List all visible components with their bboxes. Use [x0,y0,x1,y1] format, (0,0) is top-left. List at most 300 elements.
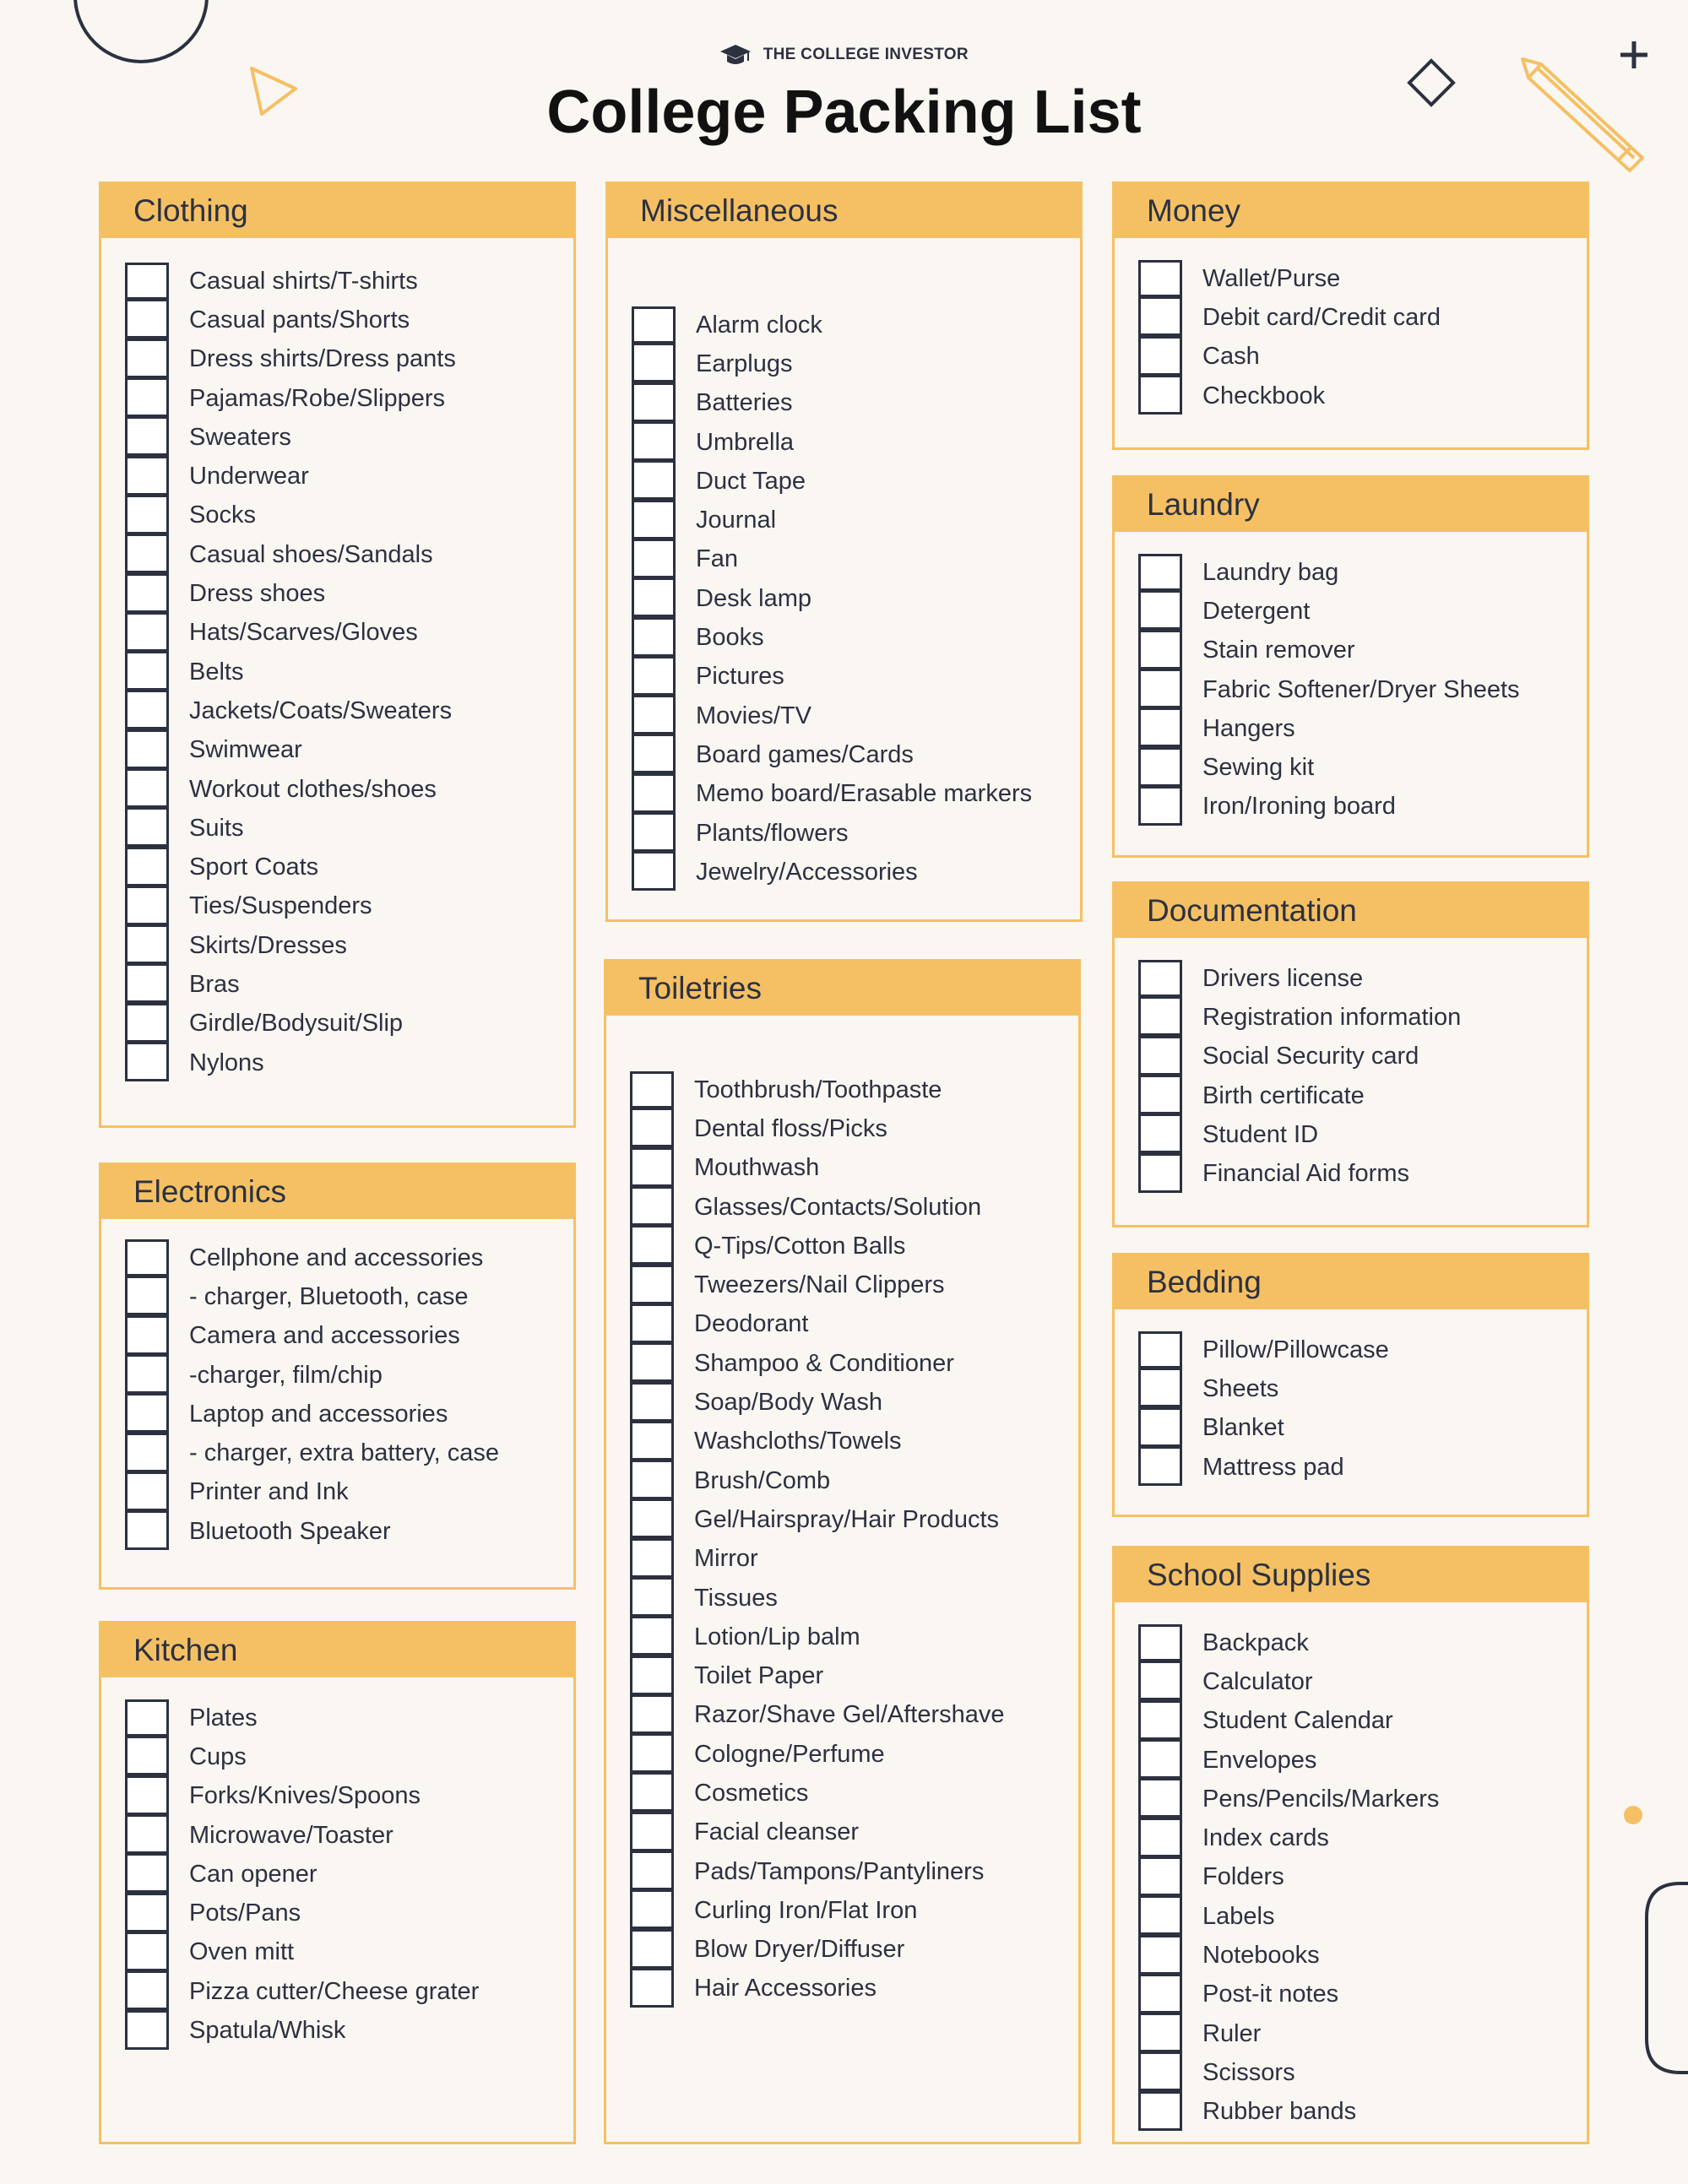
checkbox[interactable] [1138,336,1182,376]
brand-logo [0,44,1688,66]
checklist-item [1115,1409,1587,1448]
item-label: Ruler [1202,2019,1262,2047]
section-title: Toiletries [606,962,1078,1016]
item-label: Socks [189,501,256,529]
checkbox[interactable] [632,773,676,813]
checkbox[interactable] [1138,1331,1182,1368]
checklist-item [1115,259,1587,298]
checklist [1115,938,1587,1194]
section-miscellaneous [605,182,1083,922]
checkbox[interactable] [630,1772,674,1812]
checkbox[interactable] [632,539,676,578]
checklist-item [606,1774,1078,1813]
checkbox[interactable] [125,729,169,769]
checkbox[interactable] [630,1577,674,1617]
checklist-item [101,1238,573,1277]
checkbox[interactable] [630,1071,674,1108]
checklist-item [101,535,573,574]
checklist-item [101,1933,573,1972]
checkbox[interactable] [630,1303,674,1343]
checklist-item [101,770,573,809]
section-toiletries [604,959,1081,2144]
graduation-cap-icon [719,44,752,66]
checklist-item [606,1188,1078,1227]
checklist-item [101,809,573,848]
checkbox[interactable] [125,1814,169,1854]
item-label: Plates [189,1704,258,1731]
checkbox[interactable] [125,1354,169,1394]
checklist-item [101,379,573,418]
checklist-item [101,691,573,730]
checkbox[interactable] [1138,1700,1182,1740]
checklist-item [101,1473,573,1512]
item-label: Desk lamp [696,584,811,612]
checkbox[interactable] [1138,375,1182,415]
checkbox[interactable] [630,1694,674,1734]
checkbox[interactable] [1138,2013,1182,2052]
checkbox[interactable] [630,1186,674,1226]
checkbox[interactable] [1138,1818,1182,1857]
checkbox[interactable] [125,1315,169,1355]
item-label: Hats/Scarves/Gloves [189,619,418,647]
checklist-item [608,501,1080,539]
section-title: School Supplies [1115,1548,1587,1602]
checklist [101,1219,573,1551]
item-label: Checkbook [1202,382,1326,409]
item-label: Deodorant [694,1310,809,1338]
checkbox[interactable] [1138,260,1182,297]
section-kitchen [99,1621,576,2144]
checklist-item [608,423,1080,462]
checkbox[interactable] [1138,1446,1182,1486]
checkbox[interactable] [1138,1075,1182,1114]
item-label: Toilet Paper [694,1662,824,1690]
item-label: Brush/Comb [694,1466,831,1494]
checklist-item [1115,2053,1587,2092]
item-label: Spatula/Whisk [189,2017,346,2045]
checkbox[interactable] [125,807,169,847]
section-clothing [99,182,576,1128]
checklist-item [1115,1115,1587,1154]
checkbox[interactable] [125,1276,169,1315]
checkbox[interactable] [125,651,169,691]
checkbox[interactable] [125,612,169,652]
item-label: - charger, Bluetooth, case [189,1282,469,1310]
item-label: Calculator [1202,1667,1313,1695]
item-label: Suits [189,814,244,842]
checkbox[interactable] [125,1471,169,1511]
item-label: Shampoo & Conditioner [694,1349,954,1377]
checklist-item [608,775,1080,814]
checklist-item [608,540,1080,579]
item-label: Board games/Cards [696,740,914,768]
checkbox[interactable] [125,495,169,534]
checklist [608,238,1080,891]
item-label: Fabric Softener/Dryer Sheets [1202,675,1520,703]
checklist-item [606,1265,1078,1304]
item-label: Student ID [1202,1120,1319,1148]
checklist-item [608,306,1080,344]
section-electronics [99,1162,576,1590]
checklist-item [1115,1897,1587,1936]
checkbox[interactable] [630,1851,674,1890]
checkbox[interactable] [1138,786,1182,826]
item-label: Jewelry/Accessories [696,858,918,886]
checklist-item [606,1070,1078,1109]
checkbox[interactable] [1138,1778,1182,1818]
item-label: Pictures [696,663,784,691]
section-money [1112,182,1589,450]
item-label: Pots/Pans [189,1899,301,1927]
checkbox[interactable] [125,847,169,886]
checklist-item [1115,1702,1587,1741]
item-label: Journal [696,507,777,534]
checklist-item [1115,1369,1587,1408]
section-bedding [1112,1253,1589,1517]
checklist-item [608,344,1080,383]
checkbox[interactable] [1138,2091,1182,2131]
checklist-item [606,1383,1078,1422]
checkbox[interactable] [125,1510,169,1550]
checklist-item [101,1699,573,1737]
item-label: Camera and accessories [189,1322,460,1350]
item-label: Lotion/Lip balm [694,1623,860,1650]
checkbox[interactable] [630,1342,674,1382]
item-label: Glasses/Contacts/Solution [694,1193,982,1221]
checklist-item [1115,959,1587,998]
checkbox[interactable] [630,1656,674,1695]
checkbox[interactable] [630,1616,674,1656]
checkbox[interactable] [632,460,676,500]
checkbox[interactable] [1138,1624,1182,1661]
checkbox[interactable] [1138,1895,1182,1935]
checkbox[interactable] [125,1853,169,1893]
item-label: Swimwear [189,736,302,764]
checklist-item [101,1395,573,1433]
item-label: Dental floss/Picks [694,1114,887,1142]
item-label: Blow Dryer/Diffuser [694,1936,905,1964]
brand-name: THE COLLEGE INVESTOR [763,46,969,63]
item-label: Index cards [1202,1824,1329,1852]
checklist-item [606,1696,1078,1735]
checklist-item [606,1852,1078,1891]
checkbox[interactable] [125,573,169,613]
checklist-item [606,1656,1078,1695]
checkbox[interactable] [1138,590,1182,630]
item-label: Notebooks [1202,1942,1320,1970]
checkbox[interactable] [1138,1661,1182,1700]
checklist-item [1115,1780,1587,1818]
checklist-item [606,1735,1078,1774]
item-label: Cosmetics [694,1779,809,1807]
checklist-item [606,1970,1078,2008]
checklist-item [1115,2093,1587,2132]
checklist-item [101,926,573,965]
item-label: Dress shirts/Dress pants [189,345,456,373]
checklist [101,1677,573,2051]
checkbox[interactable] [1138,1935,1182,1975]
checkbox[interactable] [632,695,676,734]
checklist-item [1115,298,1587,337]
item-label: Social Security card [1202,1043,1419,1070]
checklist-item [606,1500,1078,1539]
checkbox[interactable] [1138,1114,1182,1153]
item-label: Sheets [1202,1374,1279,1402]
checkbox[interactable] [630,1498,674,1538]
item-label: Forks/Knives/Spoons [189,1782,421,1810]
checklist-item [101,1005,573,1043]
item-label: Books [696,624,764,652]
section-title: Kitchen [101,1623,573,1677]
checkbox[interactable] [630,1225,674,1265]
checkbox[interactable] [125,534,169,573]
checkbox[interactable] [632,382,676,422]
checkbox[interactable] [630,1265,674,1304]
checkbox[interactable] [630,1968,674,2008]
item-label: Casual shirts/T-shirts [189,267,418,295]
checkbox[interactable] [125,263,169,300]
checklist-item [606,1227,1078,1265]
checklist-item [1115,1858,1587,1897]
checklist-item [101,418,573,457]
checklist-item [1115,631,1587,670]
item-label: Detergent [1202,597,1311,625]
checkbox[interactable] [125,1393,169,1433]
checkbox[interactable] [1138,296,1182,336]
checkbox[interactable] [125,1239,169,1276]
item-label: Sport Coats [189,854,319,881]
item-label: Bras [189,970,240,998]
item-label: Underwear [189,463,309,490]
item-label: Facial cleanser [694,1818,860,1846]
item-label: Mouthwash [694,1154,820,1182]
item-label: Dress shoes [189,580,326,608]
item-label: Hangers [1202,714,1295,742]
item-label: - charger, extra battery, case [189,1439,499,1467]
item-label: Can opener [189,1860,318,1888]
checklist-item [1115,2014,1587,2053]
item-label: Skirts/Dresses [189,931,347,959]
checkbox[interactable] [630,1812,674,1851]
section-title: Bedding [1115,1255,1587,1309]
checkbox[interactable] [125,416,169,456]
checkbox[interactable] [125,1775,169,1815]
checklist-item [608,618,1080,657]
item-label: Iron/Ironing board [1202,793,1396,821]
section-title: Clothing [101,184,573,238]
item-label: -charger, film/chip [189,1361,383,1389]
checkbox[interactable] [630,1538,674,1578]
item-label: Workout clothes/shoes [189,775,437,803]
checkbox[interactable] [630,1421,674,1461]
item-label: Jackets/Coats/Sweaters [189,696,453,724]
checklist-item [1115,553,1587,592]
checkbox[interactable] [125,299,169,339]
item-label: Cash [1202,343,1260,371]
checkbox[interactable] [630,1108,674,1147]
item-label: Drivers license [1202,964,1364,992]
checklist-item [1115,998,1587,1037]
checklist-item [1115,748,1587,787]
item-label: Plants/flowers [696,819,849,847]
checkbox[interactable] [125,1699,169,1737]
checkbox[interactable] [1138,747,1182,787]
checklist-item [101,848,573,886]
checkbox[interactable] [125,886,169,925]
checklist-item [101,1816,573,1855]
checkbox[interactable] [125,2010,169,2050]
checklist-item [1115,1076,1587,1115]
item-label: Mirror [694,1545,758,1573]
item-label: Rubber bands [1202,2098,1357,2126]
checkbox[interactable] [632,656,676,696]
checklist-item [1115,788,1587,826]
checklist-item [1115,1623,1587,1662]
checklist-item [606,1305,1078,1344]
checkbox[interactable] [1138,554,1182,591]
checkbox[interactable] [630,1889,674,1929]
checkbox[interactable] [630,1929,674,1969]
checkbox[interactable] [632,343,676,382]
item-label: Belts [189,658,244,686]
checklist-item [101,1777,573,1816]
checklist-item [606,1579,1078,1618]
checklist-item [101,1043,573,1082]
checkbox[interactable] [125,768,169,808]
item-label: Alarm clock [696,311,822,339]
checklist-item [101,653,573,691]
checkbox[interactable] [1138,1739,1182,1779]
checklist-item [608,814,1080,853]
checkbox[interactable] [630,1382,674,1422]
checklist-item [1115,1741,1587,1780]
checkbox[interactable] [1138,630,1182,669]
checklist-item [101,1317,573,1356]
checklist-item [606,1344,1078,1383]
checkbox[interactable] [1138,2051,1182,2091]
item-label: Fan [696,545,738,573]
checklist-item [608,735,1080,774]
checkbox[interactable] [1138,1407,1182,1447]
checklist-item [606,1149,1078,1188]
checkbox[interactable] [1138,669,1182,708]
item-label: Tissues [694,1584,778,1612]
checkbox[interactable] [632,851,676,891]
item-label: Blanket [1202,1414,1284,1442]
checkbox[interactable] [632,812,676,852]
checkbox[interactable] [1138,996,1182,1036]
checkbox[interactable] [1138,707,1182,747]
checkbox[interactable] [125,690,169,729]
item-label: Bluetooth Speaker [189,1517,391,1545]
item-label: Backpack [1202,1629,1309,1656]
checkbox[interactable] [125,963,169,1003]
item-label: Cellphone and accessories [189,1244,484,1271]
item-label: Q-Tips/Cotton Balls [694,1232,906,1260]
checklist-item [608,579,1080,618]
checkbox[interactable] [125,1932,169,1971]
checklist [606,1016,1078,2008]
item-label: Girdle/Bodysuit/Slip [189,1010,404,1038]
checklist-item [101,574,573,613]
item-label: Tweezers/Nail Clippers [694,1271,945,1299]
checklist-item [101,887,573,926]
checklist-item [1115,1448,1587,1487]
page-title: College Packing List [546,79,1142,146]
checklist-item [1115,1662,1587,1701]
checkbox[interactable] [125,1042,169,1081]
checkbox[interactable] [1138,1036,1182,1076]
item-label: Stain remover [1202,637,1355,664]
checkbox[interactable] [125,1970,169,2010]
checklist-item [1115,1154,1587,1193]
checkbox[interactable] [125,1736,169,1775]
section-title: Laundry [1115,478,1587,532]
checkbox[interactable] [632,734,676,773]
checkbox[interactable] [125,1893,169,1932]
checkbox[interactable] [632,421,676,461]
checkbox[interactable] [630,1460,674,1499]
checkbox[interactable] [1138,1856,1182,1896]
rounded-shape-outline-icon [1642,1881,1688,2075]
checkbox[interactable] [125,1003,169,1043]
checklist-item [1115,709,1587,748]
checklist-item [1115,1936,1587,1975]
checklist [1115,532,1587,826]
item-label: Mattress pad [1202,1453,1344,1481]
checklist-item [608,462,1080,501]
item-label: Pens/Pencils/Markers [1202,1785,1440,1813]
checkbox[interactable] [632,500,676,539]
checkbox[interactable] [1138,960,1182,997]
checklist-item [1115,377,1587,415]
checkbox[interactable] [632,577,676,617]
checklist-item [1115,1330,1587,1369]
item-label: Pads/Tampons/Pantyliners [694,1857,985,1885]
checkbox[interactable] [125,924,169,964]
item-label: Duct Tape [696,467,806,495]
checkbox[interactable] [630,1733,674,1773]
checklist [1115,1602,1587,2132]
checkbox[interactable] [125,1433,169,1472]
item-label: Folders [1202,1863,1284,1891]
item-label: Debit card/Credit card [1202,303,1441,331]
item-label: Scissors [1202,2058,1295,2086]
checklist-item [101,457,573,496]
item-label: Wallet/Purse [1202,264,1341,292]
checkbox[interactable] [630,1147,674,1187]
checkbox[interactable] [1138,1368,1182,1407]
checkbox[interactable] [125,377,169,417]
checkbox[interactable] [125,456,169,496]
item-label: Laundry bag [1202,558,1339,586]
checklist-item [606,1618,1078,1656]
section-title: Money [1115,184,1587,238]
checklist [1115,1309,1587,1487]
checkbox[interactable] [632,617,676,657]
checkbox[interactable] [632,306,676,344]
item-label: Pajamas/Robe/Slippers [189,384,446,412]
item-label: Registration information [1202,1003,1462,1031]
checklist-item [101,1855,573,1894]
item-label: Batteries [696,389,793,417]
item-label: Toothbrush/Toothpaste [694,1076,942,1103]
checklist-item [101,1433,573,1472]
checkbox[interactable] [125,339,169,378]
checkbox[interactable] [1138,1153,1182,1193]
section-title: Miscellaneous [608,184,1080,238]
checkbox[interactable] [1138,1974,1182,2013]
